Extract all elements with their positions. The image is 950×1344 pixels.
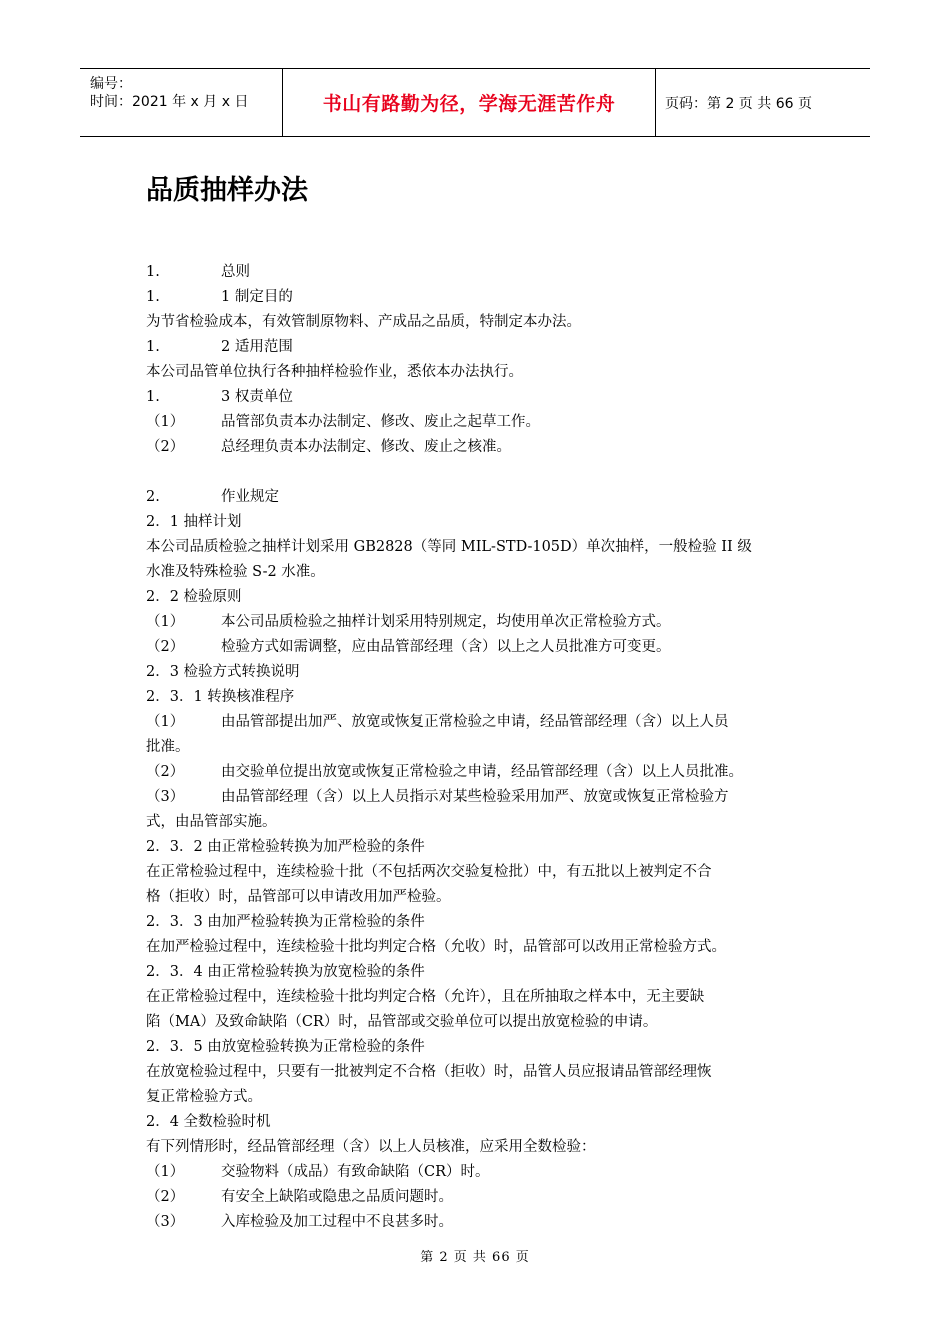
item-number: （1）	[146, 714, 185, 730]
item-text: 总经理负责本办法制定、修改、废止之核准。	[221, 439, 511, 455]
header-page-info-cell	[655, 69, 870, 136]
subsection-heading	[146, 385, 818, 410]
paragraph: 在放宽检验过程中，只要有一批被判定不合格（拒收）时，品管人员应报请品管部经理恢	[146, 1064, 712, 1080]
item-text: 作业规定	[221, 489, 279, 505]
subsection-heading: 2．3．1 转换核准程序	[146, 689, 295, 705]
item-text: 2 适用范围	[221, 339, 293, 355]
paragraph: 陷（MA）及致命缺陷（CR）时，品管部或交验单位可以提出放宽检验的申请。	[146, 1014, 658, 1030]
item-number: （2）	[146, 639, 185, 655]
item-number: （1）	[146, 614, 185, 630]
paragraph: 式，由品管部实施。	[146, 814, 277, 830]
item-text: 由品管部提出加严、放宽或恢复正常检验之申请，经品管部经理（含）以上人员	[221, 714, 729, 730]
list-item	[146, 1210, 818, 1235]
paragraph: 格（拒收）时，品管部可以申请改用加严检验。	[146, 889, 451, 905]
paragraph: 为节省检验成本，有效管制原物料、产成品之品质，特制定本办法。	[146, 314, 581, 330]
item-number: 1.	[146, 339, 160, 355]
item-text: 交验物料（成品）有致命缺陷（CR）时。	[221, 1164, 490, 1180]
date-label: 时间：2021 年 x 月 x 日	[90, 94, 249, 110]
item-text: 由交验单位提出放宽或恢复正常检验之申请，经品管部经理（含）以上人员批准。	[221, 764, 743, 780]
paragraph: 有下列情形时，经品管部经理（含）以上人员核准，应采用全数检验：	[146, 1139, 596, 1155]
item-text: 本公司品质检验之抽样计划采用特别规定，均使用单次正常检验方式。	[221, 614, 671, 630]
item-number: 2.	[146, 489, 160, 505]
page-footer: 第 2 页 共 66 页	[420, 1250, 530, 1265]
subsection-heading: 2．3．3 由加严检验转换为正常检验的条件	[146, 914, 425, 930]
paragraph: 批准。	[146, 739, 190, 755]
item-text: 3 权责单位	[221, 389, 293, 405]
item-number: （2）	[146, 764, 185, 780]
subsection-heading: 2．4 全数检验时机	[146, 1114, 271, 1130]
item-text: 1 制定目的	[221, 289, 293, 305]
subsection-heading: 2．2 检验原则	[146, 589, 242, 605]
subsection-heading: 2．3．5 由放宽检验转换为正常检验的条件	[146, 1039, 425, 1055]
section-heading	[146, 260, 818, 285]
paragraph: 复正常检验方式。	[146, 1089, 262, 1105]
header-motto-cell	[282, 69, 656, 136]
section-heading	[146, 485, 818, 510]
paragraph: 本公司品质检验之抽样计划采用 GB2828（等同 MIL-STD-105D）单次抽样，一般检验 II 级	[146, 539, 752, 555]
paragraph: 在加严检验过程中，连续检验十批均判定合格（允收）时，品管部可以改用正常检验方式。	[146, 939, 726, 955]
list-item	[146, 1185, 818, 1210]
paragraph: 本公司品管单位执行各种抽样检验作业，悉依本办法执行。	[146, 364, 523, 380]
page-header	[80, 68, 870, 137]
document-body	[146, 260, 818, 1235]
paragraph: 在正常检验过程中，连续检验十批（不包括两次交验复检批）中，有五批以上被判定不合	[146, 864, 712, 880]
list-item	[146, 1160, 818, 1185]
list-item	[146, 410, 818, 435]
list-item	[146, 635, 818, 660]
item-text: 入库检验及加工过程中不良甚多时。	[221, 1214, 453, 1230]
list-item	[146, 710, 818, 735]
paragraph: 水准及特殊检验 S-2 水准。	[146, 564, 325, 580]
list-item	[146, 760, 818, 785]
item-number: （2）	[146, 439, 185, 455]
page-info: 页码：第 2 页 共 66 页	[665, 95, 812, 112]
item-number: （1）	[146, 414, 185, 430]
subsection-heading: 2．3．2 由正常检验转换为加严检验的条件	[146, 839, 425, 855]
subsection-heading: 2．3 检验方式转换说明	[146, 664, 300, 680]
subsection-heading	[146, 335, 818, 360]
subsection-heading	[146, 285, 818, 310]
item-text: 总则	[221, 264, 250, 280]
list-item	[146, 785, 818, 810]
item-number: （3）	[146, 789, 185, 805]
item-text: 由品管部经理（含）以上人员指示对某些检验采用加严、放宽或恢复正常检验方	[221, 789, 729, 805]
item-number: 1.	[146, 264, 160, 280]
item-number: （1）	[146, 1164, 185, 1180]
list-item	[146, 610, 818, 635]
item-text: 有安全上缺陷或隐患之品质问题时。	[221, 1189, 453, 1205]
paragraph: 在正常检验过程中，连续检验十批均判定合格（允许），且在所抽取之样本中，无主要缺	[146, 989, 705, 1005]
item-text: 检验方式如需调整，应由品管部经理（含）以上之人员批准方可变更。	[221, 639, 671, 655]
item-number: 1.	[146, 389, 160, 405]
subsection-heading: 2．3．4 由正常检验转换为放宽检验的条件	[146, 964, 425, 980]
list-item	[146, 435, 818, 460]
item-text: 品管部负责本办法制定、修改、废止之起草工作。	[221, 414, 540, 430]
motto: 书山有路勤为径，学海无涯苦作舟	[322, 93, 616, 115]
number-label: 编号：	[90, 76, 132, 92]
item-number: （3）	[146, 1214, 185, 1230]
header-meta	[80, 69, 282, 136]
item-number: 1.	[146, 289, 160, 305]
subsection-heading: 2．1 抽样计划	[146, 514, 242, 530]
spacer	[146, 460, 818, 485]
item-number: （2）	[146, 1189, 185, 1205]
document-title: 品质抽样办法	[146, 175, 308, 206]
